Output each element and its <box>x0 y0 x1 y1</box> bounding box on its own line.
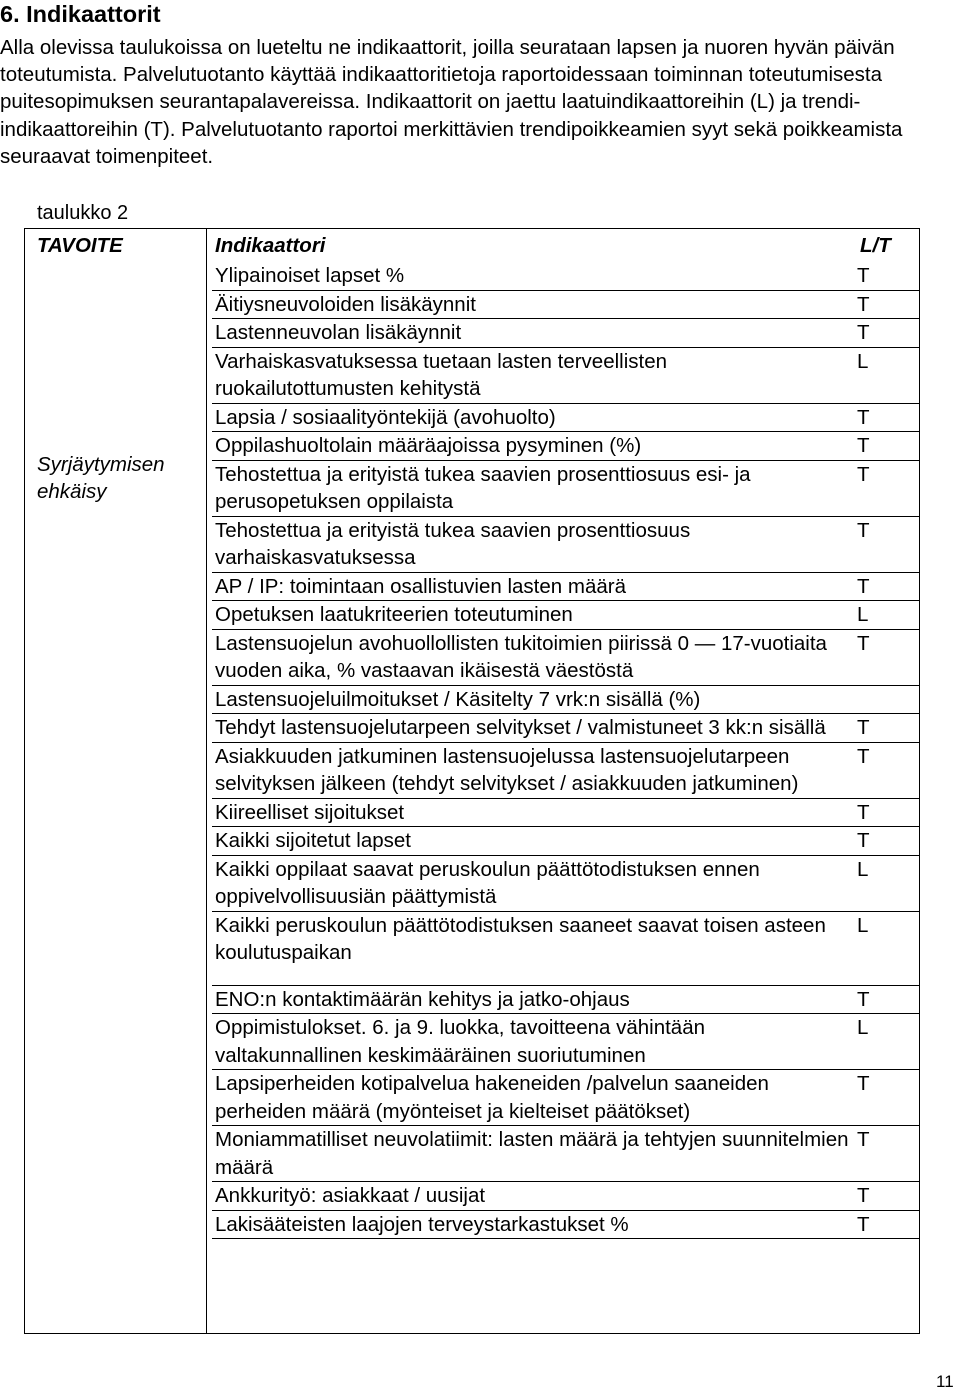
type-cell: L <box>857 603 869 626</box>
table-row <box>212 262 920 291</box>
indicator-cell: Tehostettua ja erityistä tukea saavien prosenttiosuus varhaiskasvatuksessa <box>215 518 691 569</box>
indicator-cell: Moniammatilliset neuvolatiimit: lasten määrä ja tehtyjen suunnitelmien määrä <box>215 1128 849 1179</box>
indicator-cell: Tehdyt lastensuojelutarpeen selvitykset / valmistuneet 3 kk:n sisällä <box>215 716 826 739</box>
indicator-cell: Ylipainoiset lapset % <box>215 264 405 287</box>
table-row <box>212 912 920 967</box>
table-row <box>212 404 920 433</box>
type-cell: T <box>857 518 870 542</box>
table-row <box>212 1211 920 1240</box>
type-cell: T <box>857 462 870 486</box>
indicator-cell: Kiireelliset sijoitukset <box>215 800 405 824</box>
goal-cell: Syrjäytymisen ehkäisy <box>37 453 165 503</box>
table-row <box>212 517 920 573</box>
indicator-cell: Lakisääteisten laajojen terveystarkastukset % <box>215 1212 629 1236</box>
page-number: 11 <box>936 1372 954 1391</box>
table-row <box>212 1014 920 1070</box>
table-caption: taulukko 2 <box>37 202 129 224</box>
table-row <box>212 630 920 686</box>
indicator-column-header: Indikaattori <box>215 234 326 257</box>
goal-column-header: TAVOITE <box>37 234 123 257</box>
table-row <box>212 573 920 602</box>
type-cell <box>854 686 920 714</box>
intro-paragraph: Alla olevissa taulukoissa on lueteltu ne indikaattorit, joilla seurataan lapsen ja nuoren hyvän päivän toteutumista. Palvelutuotanto käyttää indikaattoritietoja raportoidessaan toiminnan toteutumisesta puitesopimuksen seurantapalavereissa. Indikaattorit on jaettu laatuindikaattoreihin (L) ja trendi-indikaattoreihin (T). Palvelutuotanto raportoi merkittävien trendipoikkeamien syyt sekä poikkeamista seuraavat toimenpiteet. <box>0 36 903 168</box>
indicator-cell: Kaikki peruskoulun päättötodistuksen saaneet saavat toisen asteen koulutuspaikan <box>215 913 826 964</box>
type-cell: T <box>857 744 870 768</box>
indicator-cell: Kaikki sijoitetut lapset <box>215 829 411 852</box>
type-cell: T <box>857 987 870 1011</box>
indicator-cell: Tehostettua ja erityistä tukea saavien prosenttiosuus esi- ja perusopetuksen oppilaista <box>215 462 751 513</box>
column-divider <box>206 229 207 1333</box>
table-row <box>212 601 920 630</box>
type-cell: T <box>857 800 870 824</box>
table-row <box>212 461 920 517</box>
type-cell: T <box>857 574 870 598</box>
indicator-cell: AP / IP: toimintaan osallistuvien lasten määrä <box>215 574 626 598</box>
table-row <box>212 799 920 828</box>
indicator-cell: Äitiysneuvoloiden lisäkäynnit <box>215 292 476 316</box>
indicator-cell: ENO:n kontaktimäärän kehitys ja jatko-ohjaus <box>215 987 630 1011</box>
indicator-cell: Lastensuojelun avohuollollisten tukitoimien piirissä 0 — 17-vuotiaita vuoden aika, % vastaavan ikäisestä väestöstä <box>215 631 827 682</box>
page-heading: 6. Indikaattorit <box>0 1 161 27</box>
type-cell: T <box>857 829 870 852</box>
type-cell: T <box>857 1212 870 1236</box>
table-row <box>212 348 920 404</box>
type-cell: L <box>857 349 869 373</box>
table-row <box>212 1126 920 1182</box>
type-cell: T <box>857 1184 870 1207</box>
indicator-cell: Varhaiskasvatuksessa tuetaan lasten terveellisten ruokailutottumusten kehitystä <box>215 349 668 400</box>
type-cell: T <box>857 1128 870 1151</box>
type-cell: T <box>857 434 870 457</box>
indicator-cell: Opetuksen laatukriteerien toteutuminen <box>215 603 573 626</box>
type-cell: T <box>857 321 870 344</box>
type-cell: T <box>857 631 870 655</box>
table-row <box>212 686 920 715</box>
indicator-cell: Oppilashuoltolain määräajoissa pysyminen (%) <box>215 434 642 457</box>
type-cell: L <box>857 857 869 881</box>
type-column-header: L/T <box>860 234 891 257</box>
table-row <box>212 856 920 912</box>
indicator-rows <box>212 262 920 1239</box>
indicator-cell: Lastenneuvolan lisäkäynnit <box>215 321 462 344</box>
type-cell: T <box>857 264 870 287</box>
table-row <box>212 432 920 461</box>
table-row <box>212 985 920 1015</box>
indicator-cell: Lastensuojeluilmoitukset / Käsitelty 7 vrk:n sisällä (%) <box>215 687 701 711</box>
type-cell: T <box>857 405 870 429</box>
table-row <box>212 291 920 320</box>
indicator-cell: Lapsia / sosiaalityöntekijä (avohuolto) <box>215 405 556 429</box>
table-row <box>212 827 920 856</box>
indicator-cell: Lapsiperheiden kotipalvelua hakeneiden /palvelun saaneiden perheiden määrä (myönteiset ja kielteiset päätökset) <box>215 1072 769 1123</box>
type-cell: L <box>857 913 869 937</box>
table-row <box>212 743 920 799</box>
indicator-cell: Oppimistulokset. 6. ja 9. luokka, tavoitteena vähintään valtakunnallinen keskimääräinen suoriutuminen <box>215 1016 706 1067</box>
type-cell: T <box>857 292 870 316</box>
table-row <box>212 1070 920 1126</box>
indicator-cell: Asiakkuuden jatkuminen lastensuojelussa lastensuojelutarpeen selvityksen jälkeen (tehdyt selvitykset / asiakkuuden jatkuminen) <box>215 744 799 795</box>
table-row <box>212 1182 920 1211</box>
table-row <box>212 319 920 348</box>
type-cell: T <box>857 1072 870 1095</box>
type-cell: T <box>857 716 870 739</box>
indicator-cell: Kaikki oppilaat saavat peruskoulun päättötodistuksen ennen oppivelvollisuusiän päättymistä <box>215 857 760 908</box>
table-row <box>212 714 920 743</box>
indicator-cell: Ankkurityö: asiakkaat / uusijat <box>215 1184 486 1207</box>
type-cell: L <box>857 1016 869 1039</box>
